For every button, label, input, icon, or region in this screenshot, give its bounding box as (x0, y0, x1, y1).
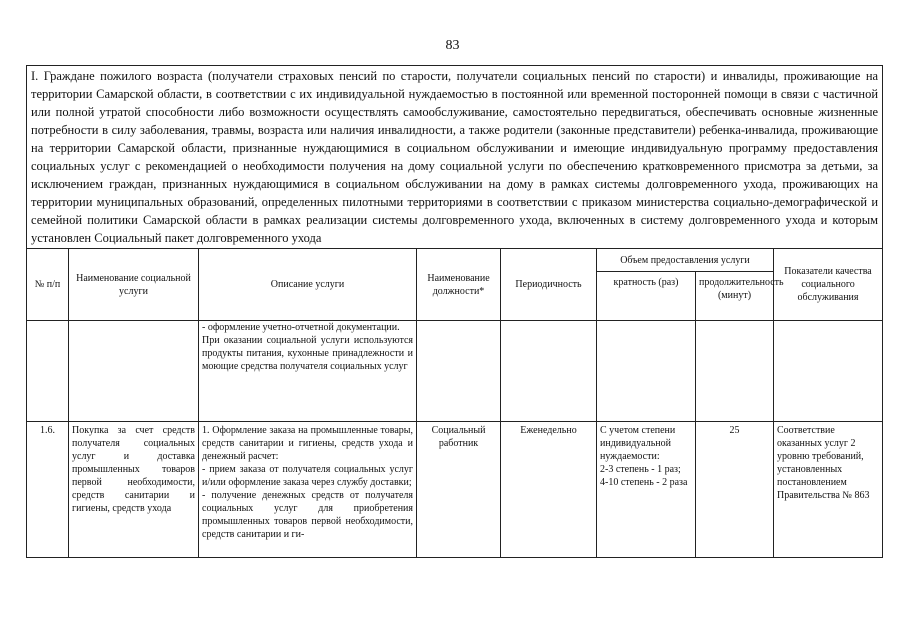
cell-empty (417, 321, 501, 422)
service-periodicity: Еженедельно (501, 422, 597, 558)
service-quality: Соответствие оказанных услуг 2 уровню требований, установленных постановлением Правительства № 863 (774, 422, 883, 558)
section-header-row (27, 66, 883, 249)
cell-empty (27, 321, 69, 422)
header-volume: Объем предоставления услуги (597, 249, 774, 272)
cell-empty (597, 321, 696, 422)
continuation-description: - оформление учетно-отчетной документации. При оказании социальной услуги используются продукты питания, кухонные принадлежности и моющие средства получателя социальных услуг (199, 321, 417, 422)
header-frequency: кратность (раз) (597, 272, 696, 321)
column-header-row (27, 249, 883, 272)
header-quality: Показатели качества социального обслуживания (774, 249, 883, 321)
continuation-row (27, 321, 883, 422)
service-name: Покупка за счет средств получателя социальных услуг и доставка промышленных товаров первой необходимости, средств санитарии и гигиены, средств ухода (69, 422, 199, 558)
page-number: 83 (445, 38, 460, 53)
section-title: I. Граждане пожилого возраста (получатели страховых пенсий по старости, получатели социальных пенсий по старости) и инвалиды, проживающие на территории Самарской области, в соответствии с их индивидуальной нуждаемостью в постоянной или временной посторонней помощи в связи с частичной или полной утратой способности либо возможности осуществлять самообслуживание, самостоятельно передвигаться, обеспечивать основные жизненные потребности в силу заболевания, травмы, возраста или наличия инвалидности, а также родители (законные представители) ребенка-инвалида, проживающие на территории Самарской области, признанные нуждающимися в социальном обслуживании и имеющие индивидуальную программу предоставления социальных услуг с рекомендацией о необходимости получения на дому социальной услуги по обеспечению кратковременного присмотра за детьми, за исключением граждан, признанных нуждающимися в социальном обслуживании на дому в рамках системы долговременного ухода, проживающих на территории муниципальных образований, определенных пилотными территориями в соответствии с приказом министерства социально-демографической и семейной политики Самарской области в рамках реализации системы долговременного ухода, включенных в систему долговременного ухода и которым установлен Социальный пакет долговременного ухода (27, 66, 883, 249)
cell-empty (774, 321, 883, 422)
cell-empty (69, 321, 199, 422)
services-table (26, 65, 883, 558)
header-position: Наименование должности* (417, 249, 501, 321)
header-description: Описание услуги (199, 249, 417, 321)
header-number: № п/п (27, 249, 69, 321)
header-periodicity: Периодичность (501, 249, 597, 321)
service-row (27, 422, 883, 558)
service-frequency: С учетом степени индивидуальной нуждаемости: 2-3 степень - 1 раз; 4-10 степень - 2 раза (597, 422, 696, 558)
cell-empty (501, 321, 597, 422)
header-service-name: Наименование социальной услуги (69, 249, 199, 321)
service-position: Социальный работник (417, 422, 501, 558)
service-description: 1. Оформление заказа на промышленные товары, средств санитарии и гигиены, средств ухода и денежный расчет: - прием заказа от получателя социальных услуг и/или оформление заказа через службу доставки; - получение денежных средств от получателя социальных услуг для приобретения промышленных товаров первой необходимости, средств санитарии и ги- (199, 422, 417, 558)
cell-empty (696, 321, 774, 422)
service-duration: 25 (696, 422, 774, 558)
service-number: 1.6. (27, 422, 69, 558)
header-duration: продолжительность (минут) (696, 272, 774, 321)
